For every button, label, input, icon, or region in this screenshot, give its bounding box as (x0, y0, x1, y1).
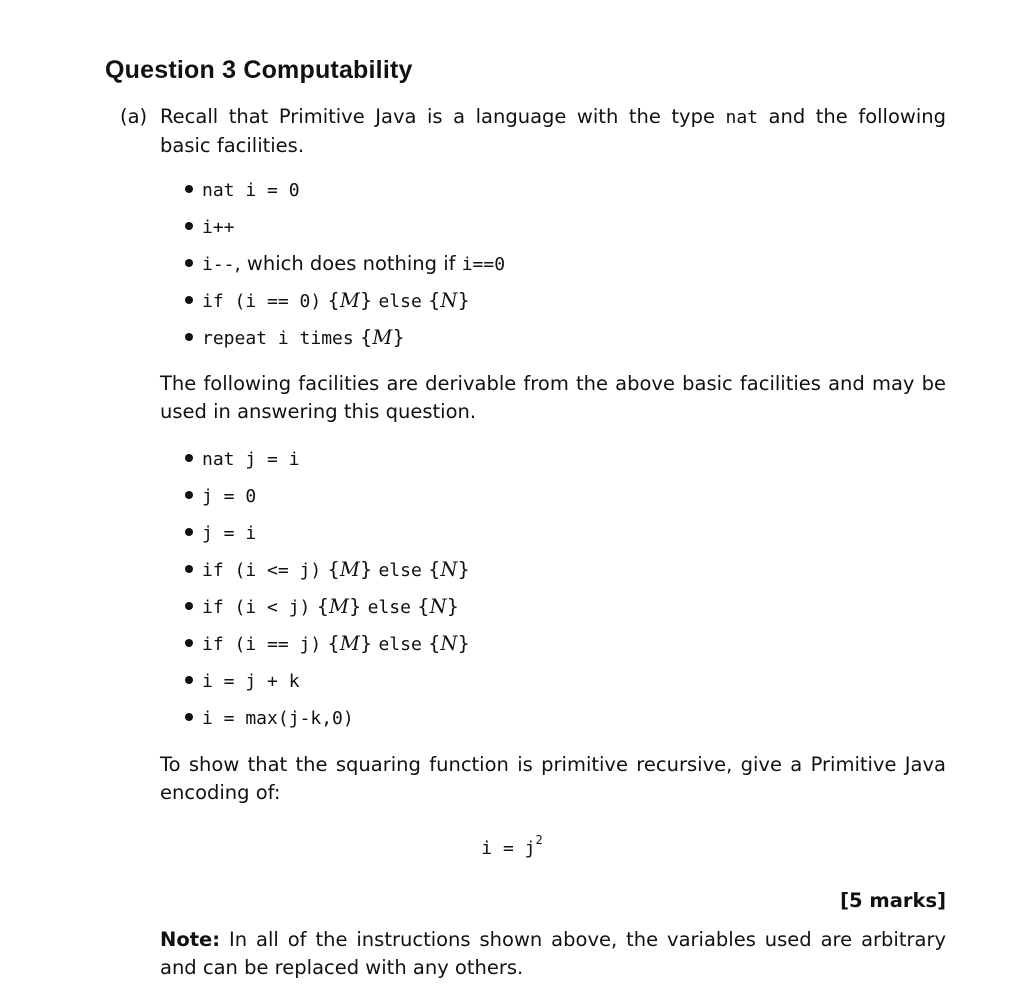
basic-item-5: repeat i times {M} (185, 324, 405, 353)
intro-paragraph (160, 103, 946, 160)
bullet-icon (185, 333, 193, 341)
bullet-icon (185, 259, 193, 267)
bullet-icon (185, 491, 193, 499)
bullet-icon (185, 565, 193, 573)
basic-item-1-code: nat i = 0 (202, 180, 300, 201)
bullet-icon (185, 222, 193, 230)
intro-text-2: and the following basic facilities. (160, 105, 946, 157)
basic-item-2-code: i++ (202, 217, 235, 238)
note-label: Note: (160, 928, 221, 951)
task-paragraph: To show that the squaring function is primitive recursive, give a Primitive Java encoding of: (160, 753, 946, 804)
intro-code: nat (725, 107, 759, 128)
bullet-icon (185, 296, 193, 304)
part-label: (a) (120, 105, 148, 128)
equation (0, 833, 1024, 859)
basic-item-5-code: repeat i times (202, 328, 354, 349)
equation-lhs: i = j (481, 838, 536, 859)
marks-label: [5 marks] (840, 889, 946, 912)
derived-item-4: if (i <= j) {M} else {N} (185, 556, 470, 585)
equation-exponent: 2 (535, 833, 543, 847)
basic-item-3-code2: i==0 (461, 254, 506, 275)
bullet-icon (185, 602, 193, 610)
basic-item-2 (185, 213, 235, 242)
basic-item-3 (185, 250, 505, 279)
bullet-icon (185, 528, 193, 536)
note-paragraph (160, 926, 946, 982)
basic-item-1 (185, 176, 300, 205)
intro-text-1: Recall that Primitive Java is a language with the type (160, 105, 726, 128)
bullet-icon (185, 454, 193, 462)
derived-item-5: if (i < j) {M} else {N} (185, 593, 459, 622)
derived-intro: The following facilities are derivable from the above basic facilities and may be used in answering this question. (160, 372, 946, 423)
bullet-icon (185, 676, 193, 684)
derived-item-7: i = j + k (185, 667, 300, 696)
basic-item-3-code: i-- (202, 254, 235, 275)
derived-item-2: j = 0 (185, 482, 256, 511)
derived-item-8: i = max(j-k,0) (185, 704, 354, 733)
basic-item-4-code: if (i == 0) (202, 291, 322, 312)
note-text: In all of the instructions shown above, the variables used are arbitrary and can be replaced with any others. (160, 928, 946, 979)
derived-item-6: if (i == j) {M} else {N} (185, 630, 470, 659)
bullet-icon (185, 639, 193, 647)
derived-item-1: nat j = i (185, 445, 300, 474)
basic-item-3-text: , which does nothing if (234, 252, 462, 275)
derived-item-3: j = i (185, 519, 256, 548)
basic-item-4: if (i == 0) {M} else {N} (185, 287, 470, 316)
bullet-icon (185, 185, 193, 193)
question-title: Question 3 Computability (105, 56, 413, 84)
bullet-icon (185, 713, 193, 721)
